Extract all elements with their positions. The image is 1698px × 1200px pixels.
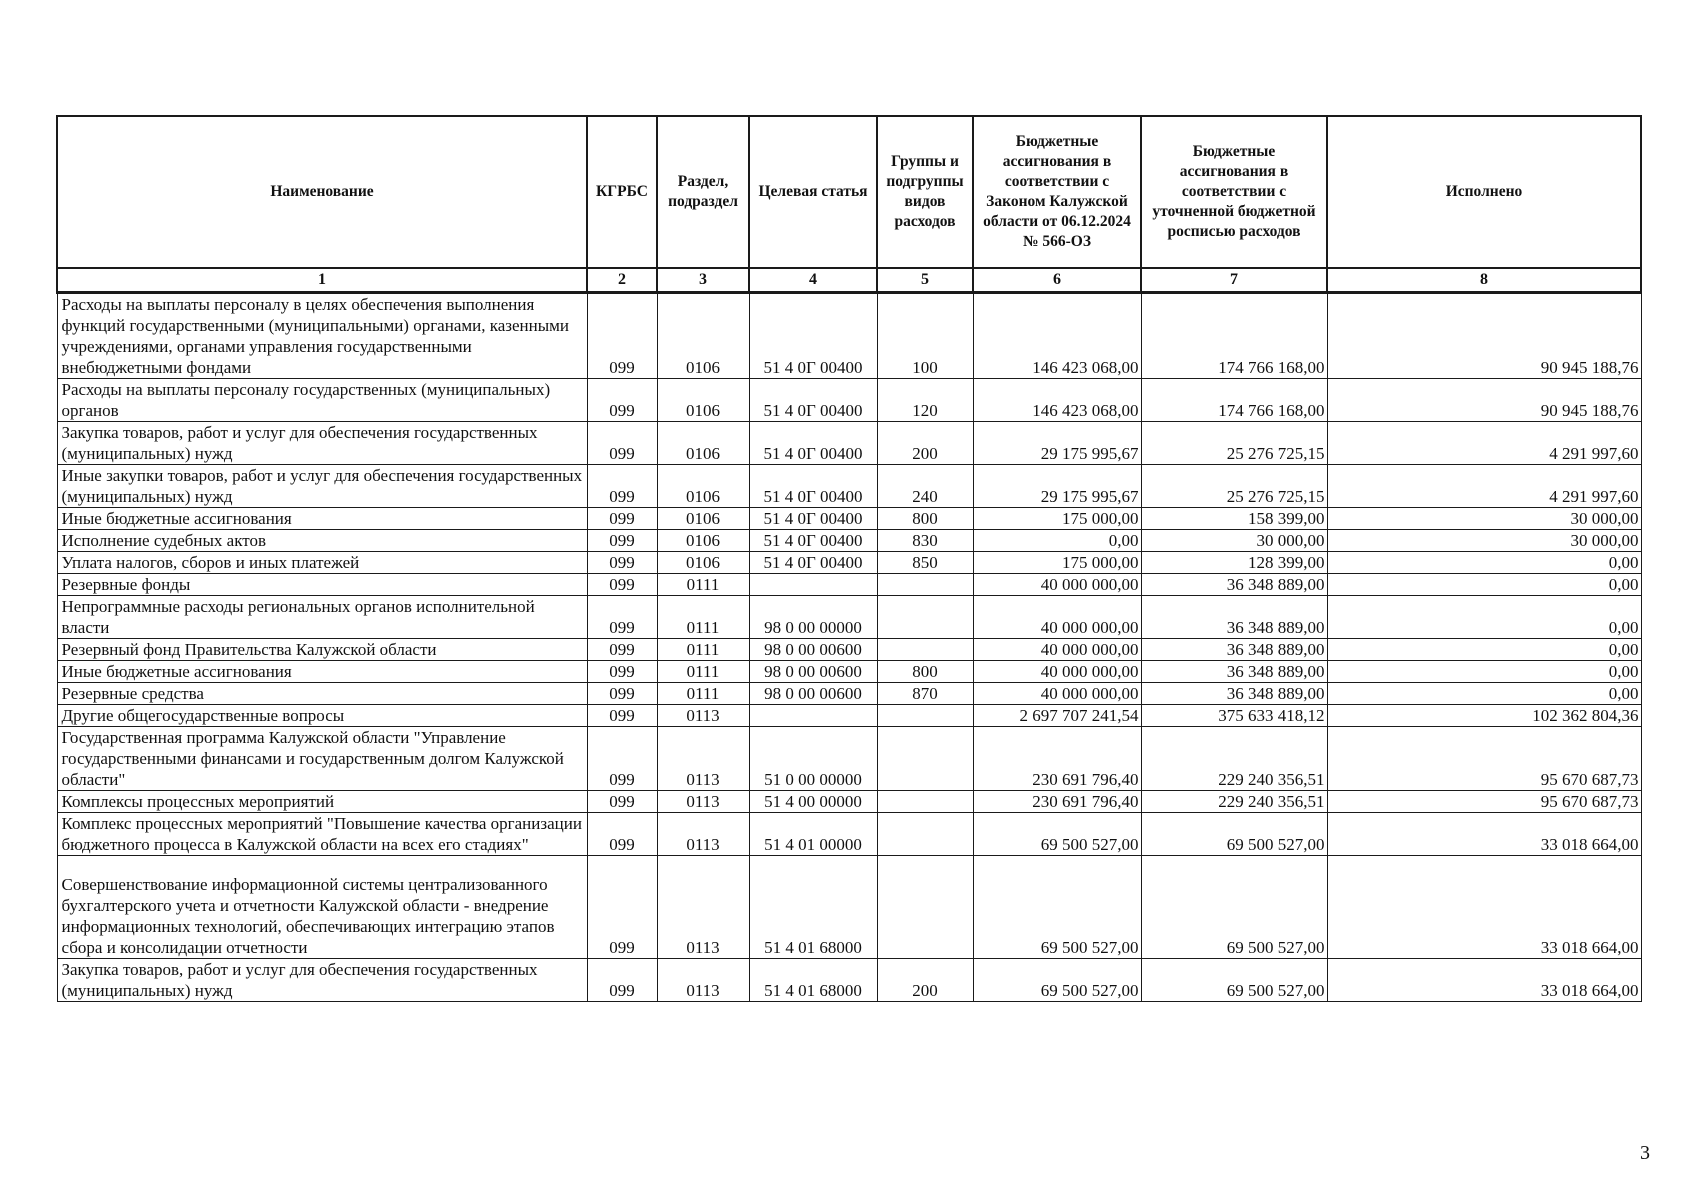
cell-executed: 30 000,00 (1327, 530, 1641, 552)
cell-law-allocation: 40 000 000,00 (973, 596, 1141, 639)
table-row (57, 705, 1641, 727)
cell-refined-allocation: 174 766 168,00 (1141, 379, 1327, 422)
cell-section: 0113 (657, 813, 749, 856)
column-number: 4 (749, 268, 877, 293)
cell-refined-allocation: 69 500 527,00 (1141, 959, 1327, 1002)
cell-law-allocation: 0,00 (973, 530, 1141, 552)
cell-name: Расходы на выплаты персоналу государственных (муниципальных) органов (57, 379, 587, 422)
cell-section: 0106 (657, 465, 749, 508)
header-name: Наименование (57, 116, 587, 268)
cell-name: Комплекс процессных мероприятий "Повышение качества организации бюджетного процесса в Калужской области на всех его стадиях" (57, 813, 587, 856)
cell-section: 0113 (657, 791, 749, 813)
cell-target-article: 98 0 00 00600 (749, 661, 877, 683)
cell-section: 0106 (657, 293, 749, 379)
cell-executed: 0,00 (1327, 596, 1641, 639)
cell-law-allocation: 175 000,00 (973, 552, 1141, 574)
cell-name: Иные бюджетные ассигнования (57, 508, 587, 530)
cell-target-article: 51 4 01 00000 (749, 813, 877, 856)
table-row (57, 574, 1641, 596)
cell-law-allocation: 29 175 995,67 (973, 422, 1141, 465)
cell-law-allocation: 146 423 068,00 (973, 379, 1141, 422)
cell-expense-group: 800 (877, 661, 973, 683)
table-row (57, 959, 1641, 1002)
cell-target-article: 51 4 0Г 00400 (749, 508, 877, 530)
cell-law-allocation: 40 000 000,00 (973, 683, 1141, 705)
cell-target-article: 51 4 0Г 00400 (749, 379, 877, 422)
cell-expense-group: 200 (877, 959, 973, 1002)
cell-name: Резервные средства (57, 683, 587, 705)
cell-law-allocation: 230 691 796,40 (973, 727, 1141, 791)
cell-name: Совершенствование информационной системы централизованного бухгалтерского учета и отчетности Калужской области - внедрение информационных технологий, обеспечивающих интеграцию этапов сбора и консолидации отчетности (57, 856, 587, 959)
cell-executed: 95 670 687,73 (1327, 791, 1641, 813)
cell-refined-allocation: 229 240 356,51 (1141, 727, 1327, 791)
cell-executed: 0,00 (1327, 661, 1641, 683)
cell-target-article: 51 4 0Г 00400 (749, 552, 877, 574)
header-refined-allocations: Бюджетные ассигнования в соответствии с уточненной бюджетной росписью расходов (1141, 116, 1327, 268)
cell-expense-group (877, 705, 973, 727)
budget-table-sheet (56, 115, 1640, 1002)
header-target-article: Целевая статья (749, 116, 877, 268)
cell-executed: 30 000,00 (1327, 508, 1641, 530)
cell-law-allocation: 69 500 527,00 (973, 813, 1141, 856)
header-expense-group: Группы и подгруппы видов расходов (877, 116, 973, 268)
header-kgrbs: КГРБС (587, 116, 657, 268)
cell-kgrbs: 099 (587, 727, 657, 791)
cell-section: 0113 (657, 705, 749, 727)
cell-law-allocation: 69 500 527,00 (973, 856, 1141, 959)
cell-name: Непрограммные расходы региональных органов исполнительной власти (57, 596, 587, 639)
cell-section: 0106 (657, 552, 749, 574)
cell-name: Закупка товаров, работ и услуг для обеспечения государственных (муниципальных) нужд (57, 422, 587, 465)
cell-expense-group (877, 813, 973, 856)
cell-target-article: 98 0 00 00600 (749, 639, 877, 661)
cell-section: 0111 (657, 661, 749, 683)
cell-refined-allocation: 375 633 418,12 (1141, 705, 1327, 727)
cell-executed: 102 362 804,36 (1327, 705, 1641, 727)
cell-kgrbs: 099 (587, 530, 657, 552)
cell-executed: 90 945 188,76 (1327, 293, 1641, 379)
table-row (57, 465, 1641, 508)
cell-name: Государственная программа Калужской области "Управление государственными финансами и государственным долгом Калужской области" (57, 727, 587, 791)
cell-name: Иные закупки товаров, работ и услуг для обеспечения государственных (муниципальных) нужд (57, 465, 587, 508)
table-row (57, 530, 1641, 552)
cell-refined-allocation: 229 240 356,51 (1141, 791, 1327, 813)
cell-name: Исполнение судебных актов (57, 530, 587, 552)
cell-name: Уплата налогов, сборов и иных платежей (57, 552, 587, 574)
cell-refined-allocation: 174 766 168,00 (1141, 293, 1327, 379)
cell-expense-group: 200 (877, 422, 973, 465)
table-row (57, 379, 1641, 422)
cell-kgrbs: 099 (587, 574, 657, 596)
cell-executed: 0,00 (1327, 683, 1641, 705)
cell-target-article: 51 4 0Г 00400 (749, 293, 877, 379)
cell-law-allocation: 40 000 000,00 (973, 639, 1141, 661)
header-section: Раздел, подраздел (657, 116, 749, 268)
cell-section: 0106 (657, 530, 749, 552)
header-executed: Исполнено (1327, 116, 1641, 268)
cell-law-allocation: 175 000,00 (973, 508, 1141, 530)
cell-refined-allocation: 36 348 889,00 (1141, 574, 1327, 596)
table-row (57, 639, 1641, 661)
cell-kgrbs: 099 (587, 379, 657, 422)
column-number: 1 (57, 268, 587, 293)
cell-expense-group: 240 (877, 465, 973, 508)
table-row (57, 293, 1641, 379)
cell-target-article: 51 4 01 68000 (749, 959, 877, 1002)
cell-target-article: 51 4 0Г 00400 (749, 465, 877, 508)
cell-law-allocation: 29 175 995,67 (973, 465, 1141, 508)
cell-refined-allocation: 128 399,00 (1141, 552, 1327, 574)
cell-kgrbs: 099 (587, 293, 657, 379)
cell-name: Комплексы процессных мероприятий (57, 791, 587, 813)
header-row (57, 116, 1641, 268)
cell-refined-allocation: 36 348 889,00 (1141, 683, 1327, 705)
cell-executed: 4 291 997,60 (1327, 422, 1641, 465)
cell-expense-group: 870 (877, 683, 973, 705)
budget-execution-table (56, 115, 1642, 1002)
cell-executed: 4 291 997,60 (1327, 465, 1641, 508)
cell-executed: 95 670 687,73 (1327, 727, 1641, 791)
cell-section: 0113 (657, 856, 749, 959)
cell-target-article: 51 4 0Г 00400 (749, 422, 877, 465)
table-row (57, 422, 1641, 465)
cell-law-allocation: 40 000 000,00 (973, 661, 1141, 683)
cell-executed: 90 945 188,76 (1327, 379, 1641, 422)
cell-kgrbs: 099 (587, 552, 657, 574)
cell-expense-group (877, 856, 973, 959)
cell-law-allocation: 146 423 068,00 (973, 293, 1141, 379)
cell-name: Резервные фонды (57, 574, 587, 596)
cell-executed: 0,00 (1327, 574, 1641, 596)
cell-target-article: 51 0 00 00000 (749, 727, 877, 791)
cell-section: 0111 (657, 639, 749, 661)
cell-name: Другие общегосударственные вопросы (57, 705, 587, 727)
cell-name: Расходы на выплаты персоналу в целях обеспечения выполнения функций государственными (муниципальными) органами, казенными учреждениями, органами управления государственными внебюджетными фондами (57, 293, 587, 379)
table-row (57, 683, 1641, 705)
column-number: 8 (1327, 268, 1641, 293)
cell-kgrbs: 099 (587, 813, 657, 856)
cell-kgrbs: 099 (587, 639, 657, 661)
cell-section: 0111 (657, 574, 749, 596)
cell-expense-group: 100 (877, 293, 973, 379)
cell-target-article: 51 4 01 68000 (749, 856, 877, 959)
cell-section: 0113 (657, 727, 749, 791)
cell-kgrbs: 099 (587, 661, 657, 683)
cell-section: 0113 (657, 959, 749, 1002)
cell-target-article: 51 4 0Г 00400 (749, 530, 877, 552)
column-number: 7 (1141, 268, 1327, 293)
cell-section: 0111 (657, 683, 749, 705)
cell-section: 0106 (657, 508, 749, 530)
table-row (57, 508, 1641, 530)
table-row (57, 552, 1641, 574)
column-number: 6 (973, 268, 1141, 293)
cell-refined-allocation: 36 348 889,00 (1141, 596, 1327, 639)
cell-section: 0106 (657, 379, 749, 422)
cell-target-article (749, 574, 877, 596)
cell-name: Резервный фонд Правительства Калужской области (57, 639, 587, 661)
cell-expense-group (877, 639, 973, 661)
table-row (57, 596, 1641, 639)
cell-executed: 33 018 664,00 (1327, 856, 1641, 959)
cell-kgrbs: 099 (587, 465, 657, 508)
cell-kgrbs: 099 (587, 705, 657, 727)
cell-section: 0111 (657, 596, 749, 639)
table-row (57, 813, 1641, 856)
column-number-row (57, 268, 1641, 293)
cell-law-allocation: 2 697 707 241,54 (973, 705, 1141, 727)
cell-refined-allocation: 69 500 527,00 (1141, 813, 1327, 856)
cell-refined-allocation: 30 000,00 (1141, 530, 1327, 552)
cell-executed: 33 018 664,00 (1327, 959, 1641, 1002)
cell-expense-group (877, 727, 973, 791)
cell-kgrbs: 099 (587, 959, 657, 1002)
cell-kgrbs: 099 (587, 856, 657, 959)
table-row (57, 661, 1641, 683)
header-law-allocations: Бюджетные ассигнования в соответствии с Законом Калужской области от 06.12.2024 № 566-ОЗ (973, 116, 1141, 268)
cell-executed: 0,00 (1327, 552, 1641, 574)
cell-executed: 0,00 (1327, 639, 1641, 661)
cell-law-allocation: 230 691 796,40 (973, 791, 1141, 813)
table-row (57, 791, 1641, 813)
cell-expense-group: 800 (877, 508, 973, 530)
cell-law-allocation: 40 000 000,00 (973, 574, 1141, 596)
cell-kgrbs: 099 (587, 596, 657, 639)
column-number: 5 (877, 268, 973, 293)
cell-target-article (749, 705, 877, 727)
cell-kgrbs: 099 (587, 683, 657, 705)
cell-kgrbs: 099 (587, 508, 657, 530)
cell-name: Закупка товаров, работ и услуг для обеспечения государственных (муниципальных) нужд (57, 959, 587, 1002)
table-row (57, 856, 1641, 959)
cell-executed: 33 018 664,00 (1327, 813, 1641, 856)
cell-expense-group: 120 (877, 379, 973, 422)
table-body (57, 293, 1641, 1002)
cell-refined-allocation: 36 348 889,00 (1141, 661, 1327, 683)
column-number: 2 (587, 268, 657, 293)
cell-law-allocation: 69 500 527,00 (973, 959, 1141, 1002)
cell-refined-allocation: 25 276 725,15 (1141, 422, 1327, 465)
cell-expense-group: 850 (877, 552, 973, 574)
cell-kgrbs: 099 (587, 422, 657, 465)
cell-target-article: 51 4 00 00000 (749, 791, 877, 813)
table-row (57, 727, 1641, 791)
cell-name: Иные бюджетные ассигнования (57, 661, 587, 683)
cell-section: 0106 (657, 422, 749, 465)
cell-expense-group: 830 (877, 530, 973, 552)
cell-target-article: 98 0 00 00000 (749, 596, 877, 639)
column-number: 3 (657, 268, 749, 293)
cell-target-article: 98 0 00 00600 (749, 683, 877, 705)
cell-refined-allocation: 25 276 725,15 (1141, 465, 1327, 508)
cell-expense-group (877, 596, 973, 639)
cell-refined-allocation: 69 500 527,00 (1141, 856, 1327, 959)
cell-expense-group (877, 574, 973, 596)
cell-refined-allocation: 36 348 889,00 (1141, 639, 1327, 661)
page-number: 3 (1640, 1142, 1650, 1164)
cell-kgrbs: 099 (587, 791, 657, 813)
cell-expense-group (877, 791, 973, 813)
cell-refined-allocation: 158 399,00 (1141, 508, 1327, 530)
